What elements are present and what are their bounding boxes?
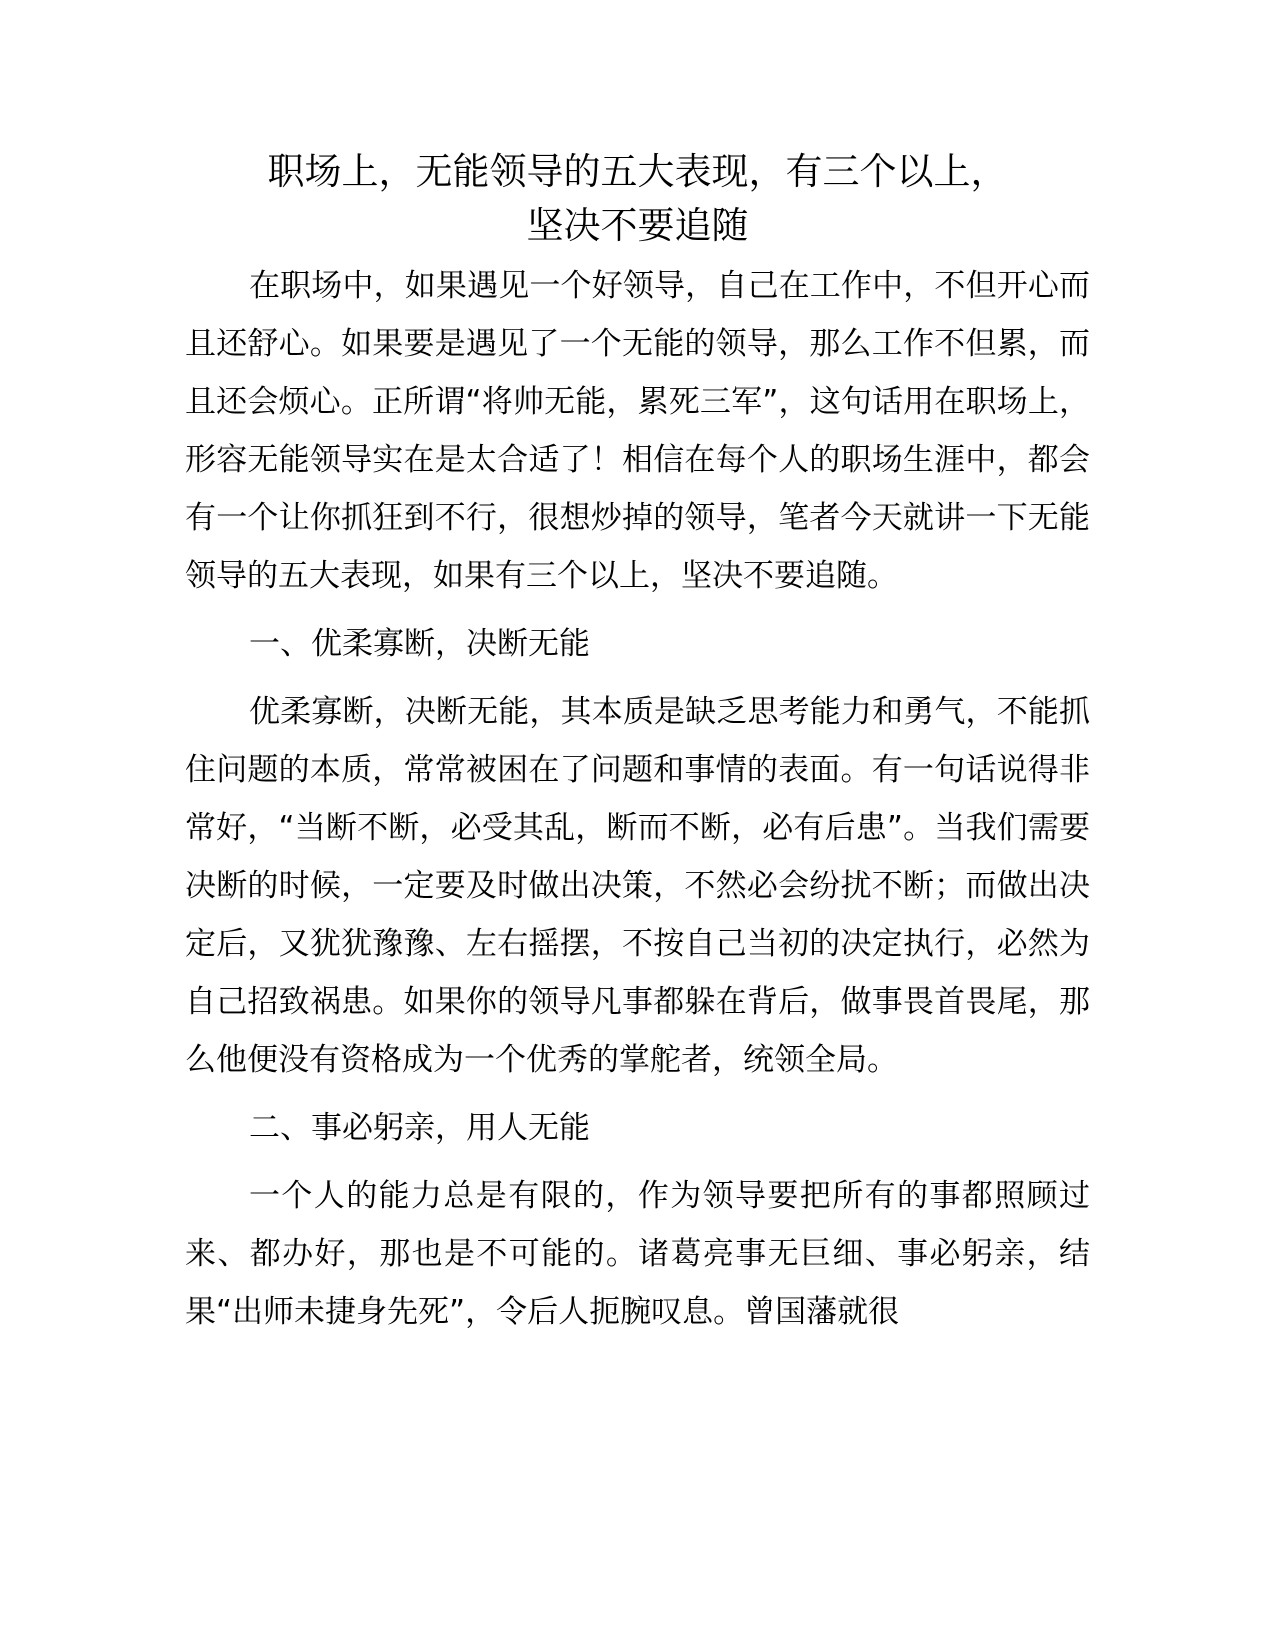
section-1-heading: 一、优柔寡断，决断无能 [249, 626, 590, 662]
intro-paragraph: 在职场中，如果遇见一个好领导，自己在工作中，不但开心而且还舒心。如果要是遇见了一个无能的领导，那么工作不但累，而且还会烦心。正所谓“将帅无能，累死三军”，这句话用在职场上，形容无能领导实在是太合适了！相信在每个人的职场生涯中，都会有一个让你抓狂到不行，很想炒掉的领导，笔者今天就讲一下无能领导的五大表现，如果有三个以上，坚决不要追随。 [185, 268, 1090, 594]
document-page [185, 145, 1090, 1341]
title-line-2: 坚决不要追随 [526, 204, 749, 247]
section-1-paragraph: 优柔寡断，决断无能，其本质是缺乏思考能力和勇气，不能抓住问题的本质，常常被困在了问题和事情的表面。有一句话说得非常好，“当断不断，必受其乱，断而不断，必有后患”。当我们需要决断的时候，一定要及时做出决策，不然必会纷扰不断；而做出决定后，又犹犹豫豫、左右摇摆，不按自己当初的决定执行，必然为自己招致祸患。如果你的领导凡事都躲在背后，做事畏首畏尾，那么他便没有资格成为一个优秀的掌舵者，统领全局。 [185, 694, 1090, 1078]
section-2-paragraph: 一个人的能力总是有限的，作为领导要把所有的事都照顾过来、都办好，那也是不可能的。诸葛亮事无巨细、事必躬亲，结果“出师未捷身先死”，令后人扼腕叹息。曾国藩就很 [185, 1178, 1090, 1330]
title-line-1: 职场上，无能领导的五大表现，有三个以上， [267, 150, 1008, 193]
document-title [185, 145, 1090, 253]
section-2-heading: 二、事必躬亲，用人无能 [249, 1110, 590, 1146]
